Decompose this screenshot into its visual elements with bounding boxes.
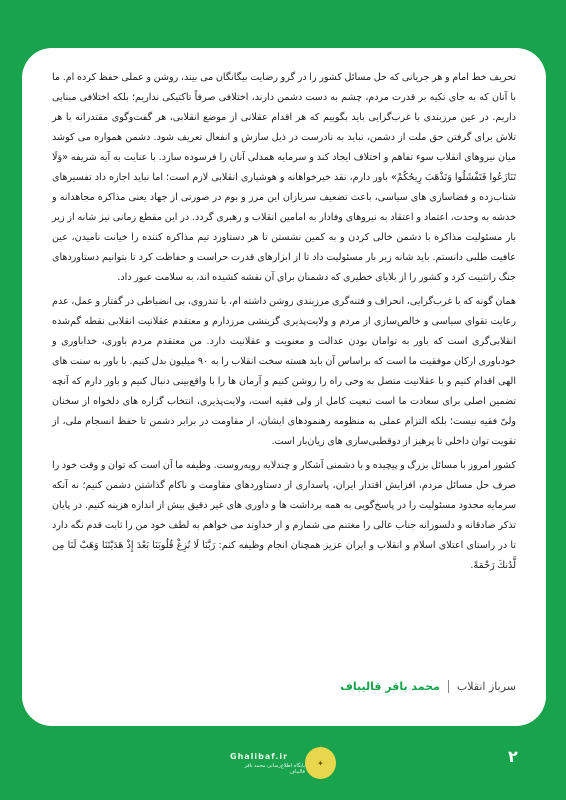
page-number: ۲ <box>508 747 518 766</box>
logo-site-name: Ghalibaf.ir <box>230 751 289 761</box>
logo-subtitle: پایگاه اطلاع‌رسانی محمد باقر قالیباف <box>244 762 305 775</box>
letter-paragraph-3: کشور امروز با مسائل بزرگ و پیچیده و با دشمنی آشکار و چندلایه روبه‌روست. وظیفه ما آن است که توان و وقت خود را صرف حل مسائل مردم، افزایش اقتدار ایران، پاسداری از دستاوردهای مقاومت و ناکام گذاشتن دشمن کنیم؛ نه آنکه سرمایه محدود مسئولیت را در پاسخ‌گویی به همه برداشت ها و داوری های غیر دقیق بیش از اندازه هزینه کنیم. در پایان تذکر صادقانه و دلسوزانه جناب عالی را مغتنم می شمارم و از خداوند می خواهم به لطف خود من را ثابت قدم نگه دارد تا در راستای اعتلای اسلام و انقلاب و ایران عزیز همچنان انجام وظیفه کنم: رَبَّنَا لَا تُزِغْ قُلُوبَنَا بَعْدَ إِذْ هَدَيْتَنَا وَهَبْ لَنَا مِن لَّدُنكَ رَحْمَةً. <box>52 460 516 571</box>
letter-card <box>22 48 546 726</box>
letter-paragraph-2: همان گونه که با غرب‌گرایی، انحراف و فتنه‌گری مرزبندی روشن داشته ام، با تندروی، بی انضباطی در گفتار و عمل، عدم رعایت تقوای سیاسی و خالص‌سازی از مردم و ولایت‌پذیری گزینشی مرزدارم و معتقدم عقلانیت انقلابی نقطه گم‌شده انقلابی‌گری است که باور به توامان بودن عدالت و معنویت و عقلانیت دارد. من معتقدم مردم باوری، خداباوری و خودباوری ارکان موفقیت ما است که براساس آن باید هسته سخت انقلاب را به ۹۰ میلیون بدل کنیم. با باور به سنت های الهی اقدام کنیم و با عقلانیت متصل به وحی راه را روشن کنیم و آرمان ها را با واقع‌بینی دنبال کنیم و باور دارم که آنچه تضمین اصلی برای سعادت ما است تبعیت کامل از ولی فقیه است، ولایت‌پذیری، انتخاب گزاره های دلخواه از سخنان ولیّ فقیه نیست؛ بلکه التزام عملی به منظومه رهنمودهای ایشان، از مقاومت در برابر دشمن تا حفظ انسجام ملی، از تقویت توان داخلی تا پرهیز از دوقطبی‌سازی های زیان‌بار است. <box>52 296 516 447</box>
logo-text <box>230 752 305 775</box>
page-footer <box>0 735 566 800</box>
signature-name: محمد باقر قالیباف <box>340 680 440 693</box>
letter-paragraph-1: تحریف خط امام و هر جریانی که حل مسائل کشور را در گرو رضایت بیگانگان می بیند، روشن و عملی حفظ کرده ام. ما با آنان که به جای تکیه بر قدرت مردم، چشم به دست دشمن دارند، اختلافی صرفاً تاکتیکی نداریم؛ بلکه اختلافی مبنایی داریم. در عین مرزبندی با غرب‌گرایی باید بگوییم که هر اقدام عقلانی از موضع انقلابی، هر گفت‌وگوی مقتدرانه با هر تلاش برای گرفتن حق ملت از دشمن، نباید به نادرست در ذیل سازش و انفعال تعریف شود. دشمن همواره می کوشد میان نیروهای انقلاب سوء تفاهم و اختلاف ایجاد کند و سرمایه همدلی آنان را فرسوده سازد. با عنایت به آیه شریفه «وَلَا تَنَازَعُوا فَتَفْشَلُوا وَتَذْهَبَ رِيحُكُمْ» باور دارم، نقد خیرخواهانه و هوشیاری انقلابی لازم است؛ اما نباید اجازه داد تفسیرهای شتاب‌زده و فضاسازی های سیاسی، باعث تضعیف سربازان این مرز و بوم در صورتی از جهاد یعنی مذاکره مجاهدانه و خدشه به وحدت، اعتماد و اعتقاد به نیروهای وفادار به امامین انقلاب و رهبری گردد. در این مقطع زمانی نیز شانه از زیر بار مسئولیت مذاکره با دشمن خالی کردن و به کمین نشستن تا هر دستاورد تیم مذاکره کننده را خیانت نامیدن، عین عافیت طلبی دانستم. باید شانه زیر بار مسئولیت داد تا از ابزارهای قدرت حراست و حفاظت کرد تا بتوانیم دستاوردهای جنگ راتثبیت کرد و کشور را از بلایای خطیری که دشمنان برای آن نقشه کشیده اند، به سلامت عبور داد. <box>52 72 516 283</box>
signature-divider <box>448 680 449 693</box>
signature <box>46 680 516 693</box>
signature-title: سرباز انقلاب <box>456 680 516 693</box>
site-logo[interactable] <box>230 743 340 783</box>
logo-emblem-icon: ✦ <box>305 747 336 779</box>
